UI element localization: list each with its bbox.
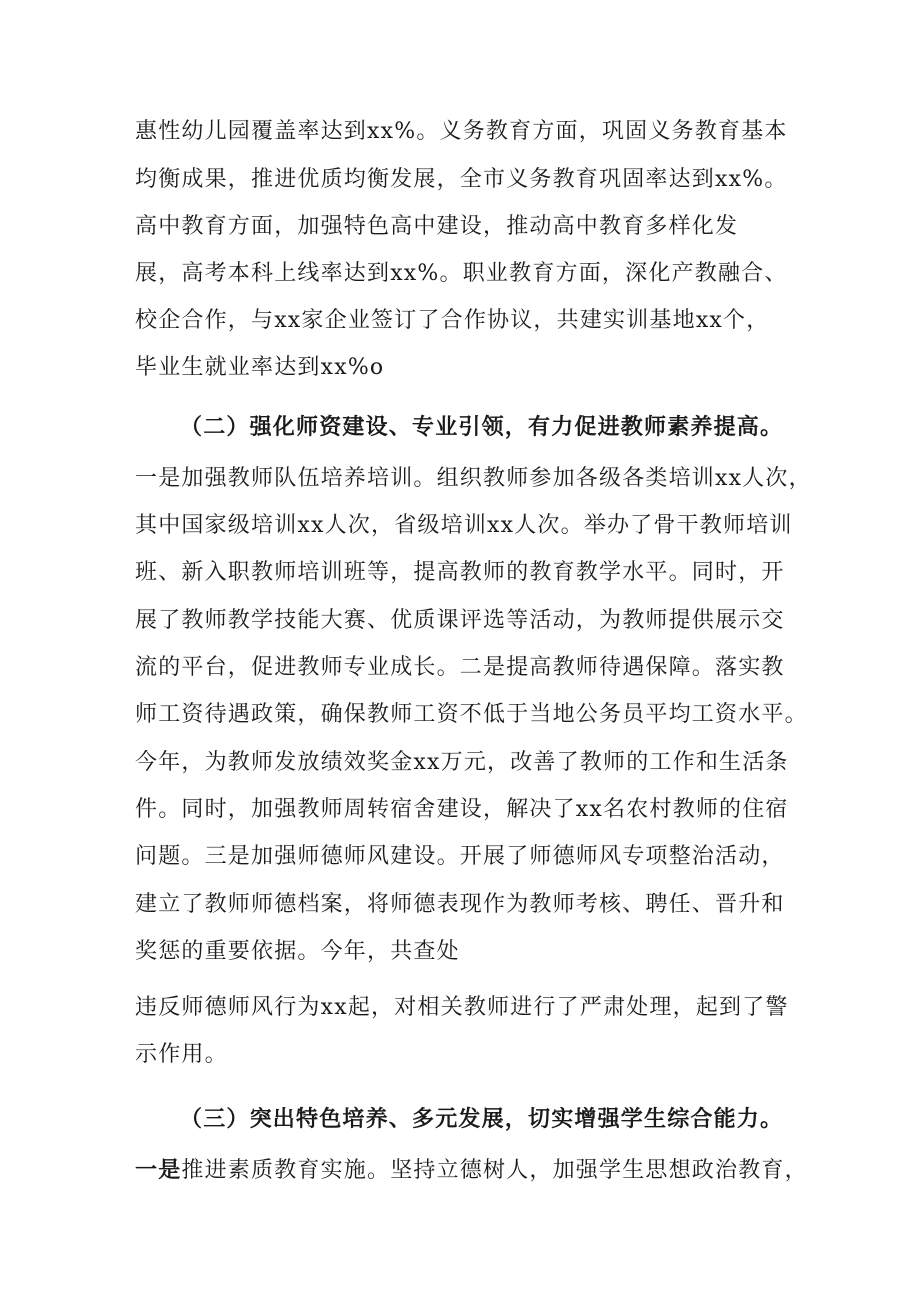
text-line: 其中国家级培训xx人次，省级培训xx人次。举办了骨干教师培训 [135, 513, 793, 538]
text-line: 今年，为教师发放绩效奖金xx万元，改善了教师的工作和生活条 [135, 750, 789, 775]
text-line: 示作用。 [135, 1042, 228, 1067]
section-heading: （二）强化师资建设、专业引领，有力促进教师素养提高。 [180, 414, 784, 440]
line-rest: 推进素质教育实施。坚持立德树人，加强学生思想政治教育， [181, 1158, 808, 1183]
text-line: 件。同时，加强教师周转宿舍建设，解决了xx名农村教师的住宿 [135, 797, 789, 822]
text-line: 高中教育方面，加强特色高中建设，推动高中教育多样化发 [135, 214, 739, 239]
text-line: 违反师德师风行为xx起，对相关教师进行了严肃处理，起到了警 [135, 995, 789, 1020]
text-line: 校企合作，与xx家企业签订了合作协议，共建实训基地xx个， [135, 308, 770, 333]
text-line [135, 1155, 808, 1186]
text-line: 毕业生就业率达到xx%o [135, 355, 385, 380]
text-line: 展，高考本科上线率达到xx%。职业教育方面，深化产教融合、 [135, 261, 788, 286]
text-line: 均衡成果，推进优质均衡发展，全市义务教育巩固率达到xx%。 [135, 167, 788, 192]
text-line: 惠性幼儿园覆盖率达到xx%。义务教育方面，巩固义务教育基本 [135, 119, 788, 144]
lead-phrase: 一是 [135, 1157, 182, 1183]
text-line: 师工资待遇政策，确保教师工资不低于当地公务员平均工资水平。 [135, 702, 808, 727]
text-line: 流的平台，促进教师专业成长。二是提高教师待遇保障。落实教 [135, 655, 785, 680]
section-heading: （三）突出特色培养、多元发展，切实增强学生综合能力。 [180, 1106, 784, 1132]
text-line: 一是加强教师队伍培养培训。组织教师参加各级各类培训xx人次， [135, 466, 812, 491]
text-line: 问题。三是加强师德师风建设。开展了师德师风专项整治活动， [135, 844, 785, 869]
text-line: 班、新入职教师培训班等，提高教师的教育教学水平。同时，开 [135, 560, 785, 585]
text-line: 展了教师教学技能大赛、优质课评选等活动，为教师提供展示交 [135, 608, 785, 633]
text-line: 奖惩的重要依据。今年，共查处 [135, 939, 460, 964]
text-line: 建立了教师师德档案，将师德表现作为教师考核、聘任、晋升和 [135, 892, 785, 917]
